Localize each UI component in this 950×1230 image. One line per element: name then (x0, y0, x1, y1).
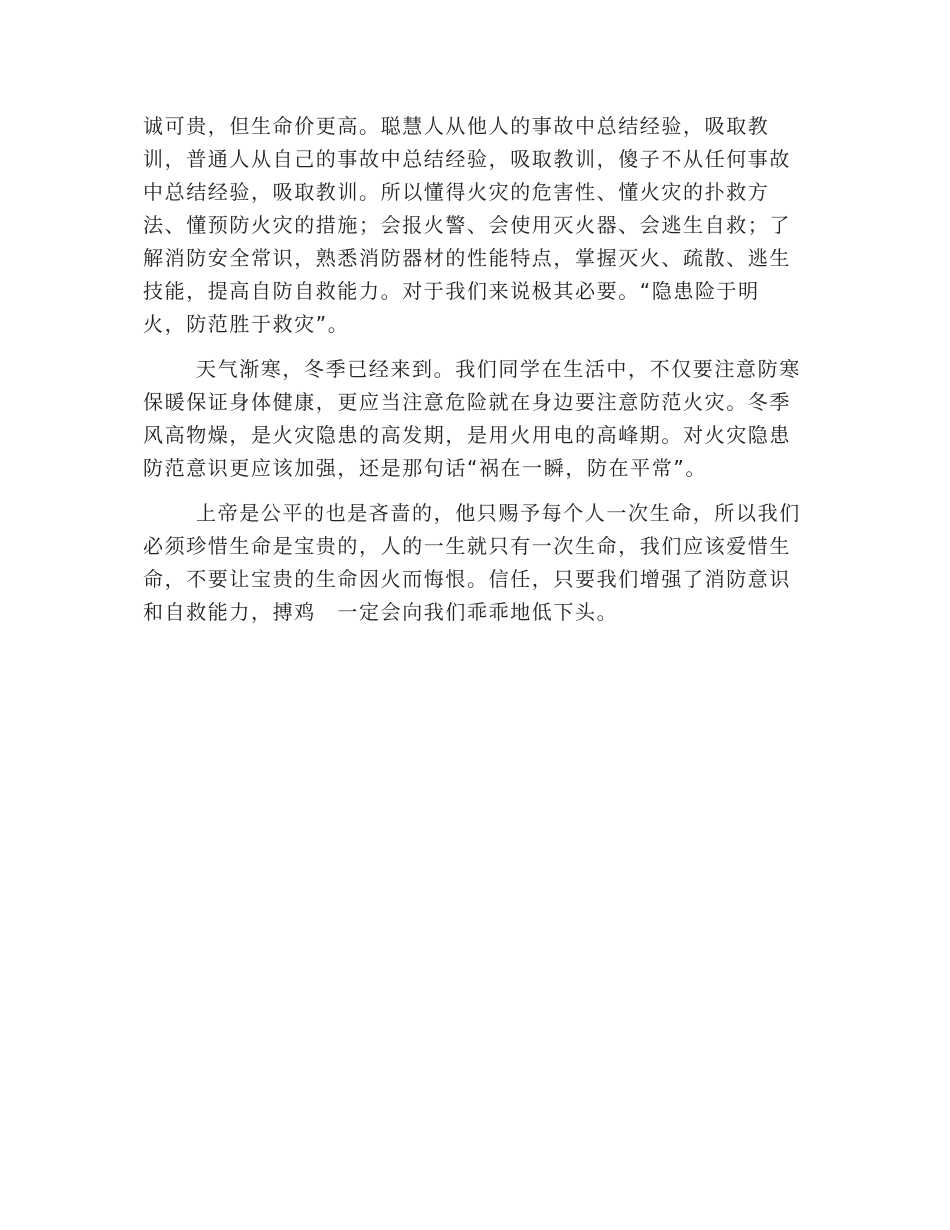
text-line: 技能，提高自防自救能力。对于我们来说极其必要。“隐患险于明 (143, 279, 760, 303)
text-line: 天气渐寒，冬季已经来到。我们同学在生活中，不仅要注意防寒 (196, 357, 801, 381)
text-line: 训，普通人从自己的事故中总结经验，吸取教训，傻子不从任何事故 (143, 147, 791, 171)
text-line: 中总结经验，吸取教训。所以懂得火灾的危害性、懂火灾的扑救方 (143, 180, 770, 204)
text-line: 上帝是公平的也是吝啬的，他只赐予每个人一次生命，所以我们 (196, 501, 801, 525)
text-line: 诚可贵，但生命价更高。聪慧人从他人的事故中总结经验，吸取教 (143, 114, 770, 138)
text-line: 保暖保证身体健康，更应当注意危险就在身边要注意防范火灾。冬季 (143, 390, 791, 414)
text-line: 防范意识更应该加强，还是那句话“祸在一瞬，防在平常”。 (143, 456, 707, 480)
text-line: 风高物燥，是火灾隐患的高发期，是用火用电的高峰期。对火灾隐患 (143, 423, 791, 447)
text-line: 和自救能力，搏鸡 一定会向我们乖乖地低下头。 (143, 600, 619, 624)
text-line: 命，不要让宝贵的生命因火而悔恨。信任，只要我们增强了消防意识 (143, 567, 791, 591)
document-body (143, 110, 813, 641)
paragraph-1 (143, 110, 813, 341)
paragraph-2 (143, 353, 813, 485)
text-line: 解消防安全常识，熟悉消防器材的性能特点，掌握灭火、疏散、逃生 (143, 246, 791, 270)
text-line: 必须珍惜生命是宝贵的，人的一生就只有一次生命，我们应该爱惜生 (143, 534, 791, 558)
text-line: 火，防范胜于救灾”。 (143, 312, 350, 336)
paragraph-3 (143, 497, 813, 629)
text-line: 法、懂预防火灾的措施；会报火警、会使用灭火器、会逃生自救；了 (143, 213, 791, 237)
